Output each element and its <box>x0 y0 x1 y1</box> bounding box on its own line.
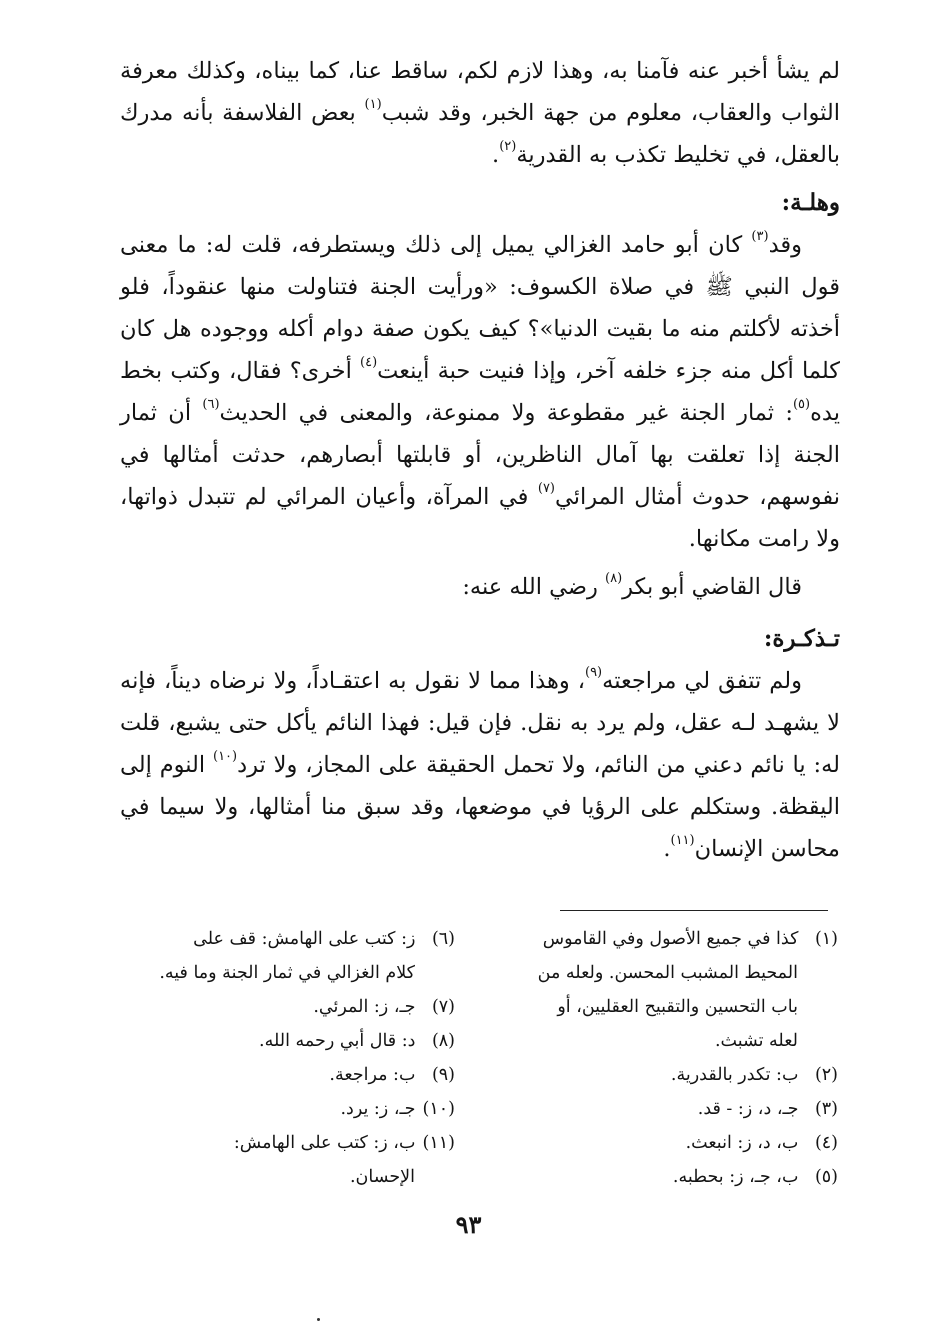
footnote-item: (٥) ب، جـ، ز: بحطبه. <box>672 1167 838 1187</box>
footnote-item: (٣) جـ، د، ز: - قد. <box>697 1099 838 1119</box>
footnote-ref-3[interactable]: (٣) <box>751 228 769 244</box>
scan-speck <box>317 1318 320 1321</box>
footnotes-left-column <box>120 922 455 1194</box>
footnote-item: (١) كذا في جميع الأصول وفي القاموس <box>542 929 838 949</box>
footnote-item: (٩) ب: مراجعة. <box>329 1065 455 1085</box>
footnote-ref-4[interactable]: (٤) <box>360 354 378 370</box>
paragraph-4: ولم تتفق لي مراجعته$^{(٩)}$، وهذا مما لا نقول به اعتقـاداً، ولا نرضاه ديناً، فإنه لا يشهـد لـه عقل، ولم يرد به نقل. فإن قيل: فهذا النائم يأكل حتى يشبع، قلت له: يا نائم دعني من النائم، ولا تحمل الحقيقة على المجاز، ولا ترد$^{(١٠)}$ النوم إلى اليقظة. وستكلم على الرؤيا في موضعها، وقد سبق منا أمثالها، ولا سيما في محاسن الإنسان$^{(١١)}$. <box>120 664 840 862</box>
section-heading-wahla: وهلـة: <box>781 189 840 216</box>
footnote-ref-11[interactable]: (١١) <box>670 832 695 848</box>
footnote-item: كلام الغزالي في ثمار الجنة وما فيه. <box>159 963 415 983</box>
footnote-item: (٢) ب: تكدر بالقدرية. <box>670 1065 838 1085</box>
paragraph-3: قال القاضي أبو بكر$^{(٨)}$ رضي الله عنه: <box>462 570 802 600</box>
footnote-item: الإحسان. <box>349 1167 415 1187</box>
footnote-item: المحيط المشبب المحسن. ولعله من <box>537 963 798 983</box>
footnote-ref-1[interactable]: (١) <box>364 96 382 112</box>
footnote-item: (٧) جـ، ز: المرئي. <box>313 997 455 1017</box>
footnote-item: لعله تشبث. <box>714 1031 798 1051</box>
footnote-ref-9[interactable]: (٩) <box>584 664 603 680</box>
footnote-item: (٤) ب، د، ز: انبعث. <box>685 1133 838 1153</box>
main-text <box>120 50 840 870</box>
footnote-item: باب التحسين والتقبيح العقليين، أو <box>557 997 798 1017</box>
footnote-item: (١١) ب، ز: كتب على الهامش: <box>233 1133 455 1153</box>
footnote-ref-10[interactable]: (١٠) <box>213 748 238 764</box>
page-number: ٩٣ <box>455 1210 482 1239</box>
footnote-item: (١٠) جـ، ز: يرد. <box>340 1099 455 1119</box>
footnote-separator <box>560 910 828 911</box>
section-heading-tadhkira: تـذكـرة: <box>763 625 840 652</box>
paragraph-2: وقد$^{(٣)}$ كان أبو حامد الغزالي يميل إلى ذلك ويستطرفه، قلت له: ما معنى قول النبي ﷺ في صلاة الكسوف: «ورأيت الجنة فتناولت منها عنقوداً، فلو أخذته لأكلتم منه ما بقيت الدنيا»؟ كيف يكون صفة دوام أكله ووجوده هل كان كلما أكل منه جزء خلفه آخر، وإذا فنيت حبة أينعت$^{(٤)}$ أخرى؟ فقال، وكتب بخط يده$^{(٥)}$: ثمار الجنة غير مقطوعة ولا ممنوعة، والمعنى في الحديث$^{(٦)}$ أن ثمار الجنة إذا تعلقت بها آمال الناظرين، أو قابلتها أبصارهم، حدثت أمثالها في نفوسهم، حدوث أمثال المرائي$^{(٧)}$ في المرآة، وأعيان المرائي لم تتبدل ذواتها، ولا رامت مكانها. <box>120 228 840 552</box>
footnote-item: (٨) د: قال أبي رحمه الله. <box>259 1031 455 1051</box>
footnote-ref-2[interactable]: (٢) <box>499 138 517 154</box>
footnote-ref-5[interactable]: (٥) <box>792 396 811 412</box>
footnote-item: (٦) ز: كتب على الهامش: قف على <box>193 929 455 949</box>
footnote-ref-8[interactable]: (٨) <box>605 570 623 586</box>
footnote-ref-6[interactable]: (٦) <box>202 396 220 412</box>
footnote-ref-7[interactable]: (٧) <box>537 480 555 496</box>
footnotes-right-column <box>490 922 838 1194</box>
paragraph-1: لم يشأ أخبر عنه فآمنا به، وهذا لازم لكم، ساقط عنا، كما بيناه، وكذلك معرفة الثواب والعقاب، معلوم من جهة الخبر، وقد شبب$^{(١)}$ بعض الفلاسفة بأنه مدرك بالعقل، في تخليط تكذب به القدرية$^{(٢)}$. <box>120 58 840 168</box>
